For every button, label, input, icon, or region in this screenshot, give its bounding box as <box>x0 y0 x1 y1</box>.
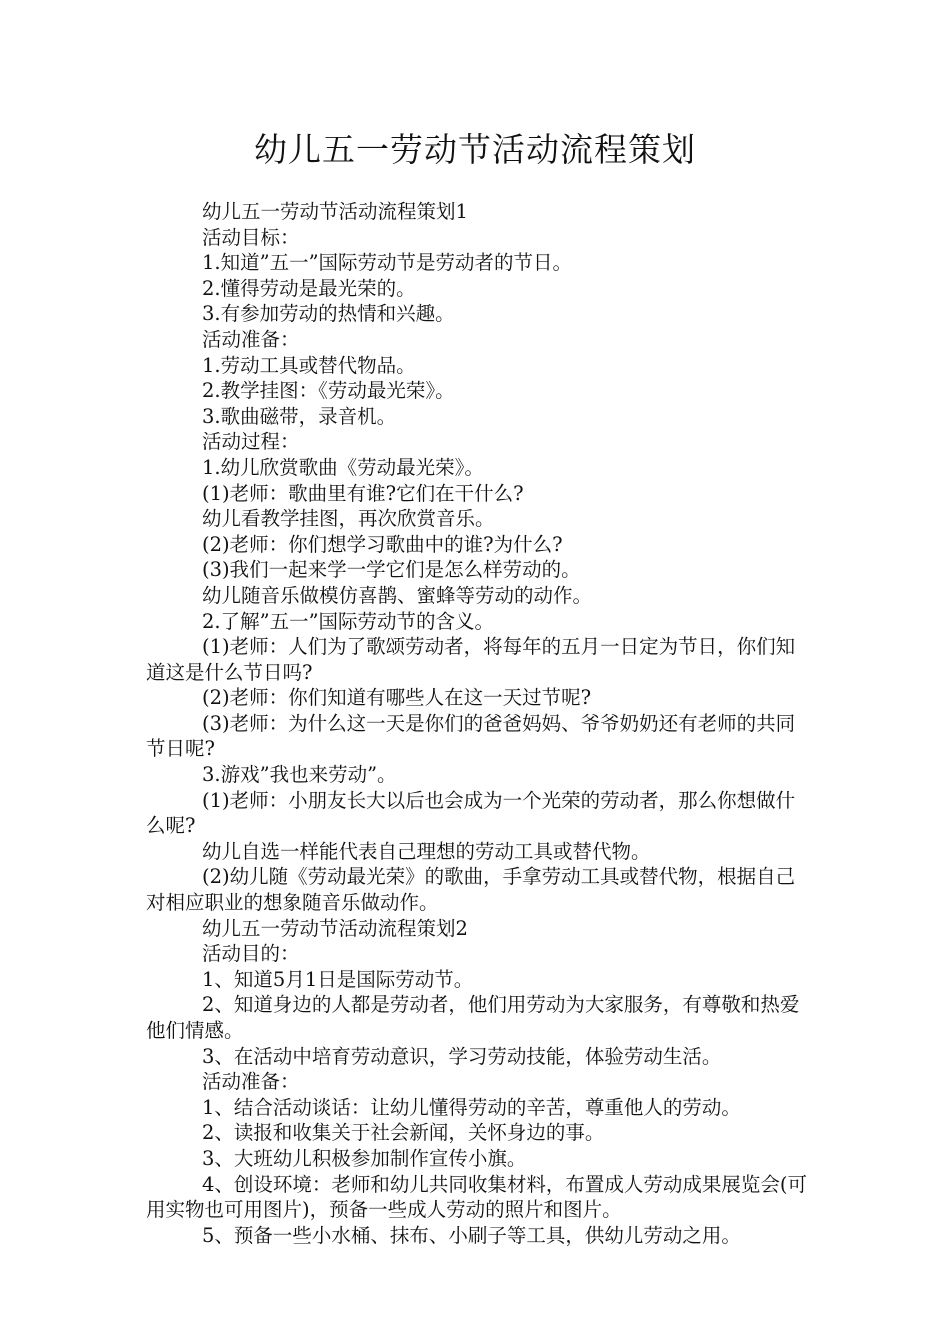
paragraph: 幼儿随音乐做模仿喜鹊、蜜蜂等劳动的动作。 <box>202 583 593 607</box>
paragraph: (2)老师：你们想学习歌曲中的谁?为什么? <box>202 532 563 556</box>
paragraph: 1、结合活动谈话：让幼儿懂得劳动的辛苦，尊重他人的劳动。 <box>202 1095 741 1119</box>
paragraph: 3、在活动中培育劳动意识，学习劳动技能，体验劳动生活。 <box>202 1044 722 1068</box>
paragraph: 3.有参加劳动的热情和兴趣。 <box>202 302 455 326</box>
paragraph: 2、读报和收集关于社会新闻，关怀身边的事。 <box>202 1121 605 1145</box>
paragraph: 3.歌曲磁带，录音机。 <box>202 404 397 428</box>
document-body <box>146 199 814 1248</box>
paragraph: (1)老师：人们为了歌颂劳动者，将每年的五月一日定为节日，你们知道这是什么节日吗? <box>146 635 796 684</box>
paragraph: (3)老师：为什么这一天是你们的爸爸妈妈、爷爷奶奶还有老师的共同节日呢? <box>146 711 796 761</box>
paragraph: 活动准备： <box>202 327 300 351</box>
paragraph: 活动目标： <box>202 225 300 249</box>
paragraph: 1.劳动工具或替代物品。 <box>202 353 416 377</box>
paragraph: 幼儿看教学挂图，再次欣赏音乐。 <box>202 507 495 531</box>
paragraph: 幼儿自选一样能代表自己理想的劳动工具或替代物。 <box>202 839 651 863</box>
paragraph: (3)我们一起来学一学它们是怎么样劳动的。 <box>202 558 581 582</box>
paragraph: 1、知道5月1日是国际劳动节。 <box>202 967 474 991</box>
paragraph: 3、大班幼儿积极参加制作宣传小旗。 <box>202 1146 527 1170</box>
paragraph: 活动过程： <box>202 430 300 454</box>
paragraph: 4、创设环境：老师和幼儿共同收集材料，布置成人劳动成果展览会(可用实物也可用图片)，预备一些成人劳动的照片和图片。 <box>146 1172 808 1222</box>
paragraph: 1.幼儿欣赏歌曲《劳动最光荣》。 <box>202 455 484 479</box>
paragraph: 5、预备一些小水桶、抹布、小刷子等工具，供幼儿劳动之用。 <box>202 1223 741 1247</box>
paragraph: 活动准备： <box>202 1070 300 1094</box>
paragraph: (1)老师：歌曲里有谁?它们在干什么? <box>202 481 524 505</box>
paragraph: 2.了解”五一”国际劳动节的含义。 <box>202 609 495 633</box>
document-title: 幼儿五一劳动节活动流程策划 <box>254 130 696 169</box>
paragraph: (1)老师：小朋友长大以后也会成为一个光荣的劳动者，那么你想做什么呢? <box>146 788 796 838</box>
paragraph: 幼儿五一劳动节活动流程策划2 <box>202 916 468 940</box>
paragraph: (2)老师：你们知道有哪些人在这一天过节呢? <box>202 686 592 710</box>
paragraph: 1.知道”五一”国际劳动节是劳动者的节日。 <box>202 251 573 275</box>
paragraph: 幼儿五一劳动节活动流程策划1 <box>202 200 468 223</box>
paragraph: 2、知道身边的人都是劳动者，他们用劳动为大家服务，有尊敬和热爱他们情感。 <box>146 993 800 1042</box>
paragraph: 3.游戏”我也来劳动”。 <box>202 763 397 787</box>
paragraph: (2)幼儿随《劳动最光荣》的歌曲，手拿劳动工具或替代物，根据自己对相应职业的想象随音乐做动作。 <box>146 865 796 915</box>
paragraph: 2.教学挂图：《劳动最光荣》。 <box>202 379 455 403</box>
paragraph: 2.懂得劳动是最光荣的。 <box>202 276 416 300</box>
paragraph: 活动目的： <box>202 942 300 966</box>
